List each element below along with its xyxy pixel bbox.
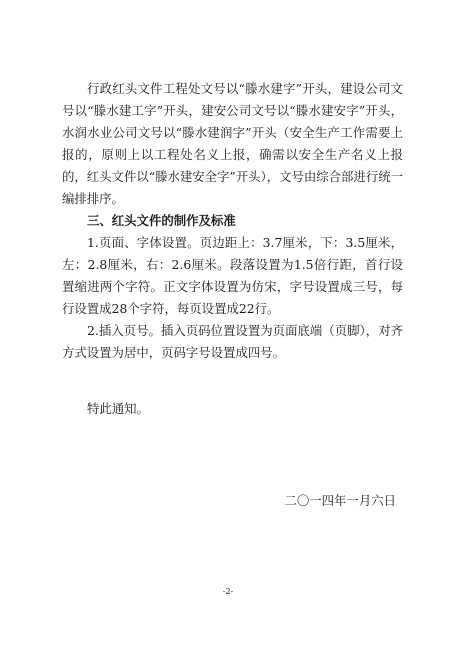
paragraph-page-font-settings: 1.页面、字体设置。页边距上：3.7厘米，下：3.5厘米，左：2.8厘米，右：2.6厘米。段落设置为1.5倍行距，首行设置缩进两个字符。正文字体设置为仿宋，字号设置成三号，每行设置成28个字符，每页设置成22行。 (62, 235, 403, 316)
closing-notice: 特此通知。 (87, 401, 149, 416)
document-date: 二〇一四年一月六日 (284, 493, 396, 508)
paragraph-document-numbering: 行政红头文件工程处文号以“滕水建字”开头，建设公司文号以“滕水建工字”开头，建安公司文号以“滕水建安字”开头，水润水业公司文号以“滕水建润字”开头（安全生产工作需要上报的，原则上以工程处名义上报，确需以安全生产名义上报的，红头文件以“滕水建安全字”开头），文号由综合部进行统一编排排序。 (62, 81, 404, 206)
section-heading: 三、红头文件的制作及标准 (87, 213, 236, 228)
paragraph-page-number-settings: 2.插入页号。插入页码位置设置为页面底端（页脚），对齐方式设置为居中，页码字号设置成四号。 (62, 323, 403, 360)
page-number: -2- (222, 587, 234, 596)
